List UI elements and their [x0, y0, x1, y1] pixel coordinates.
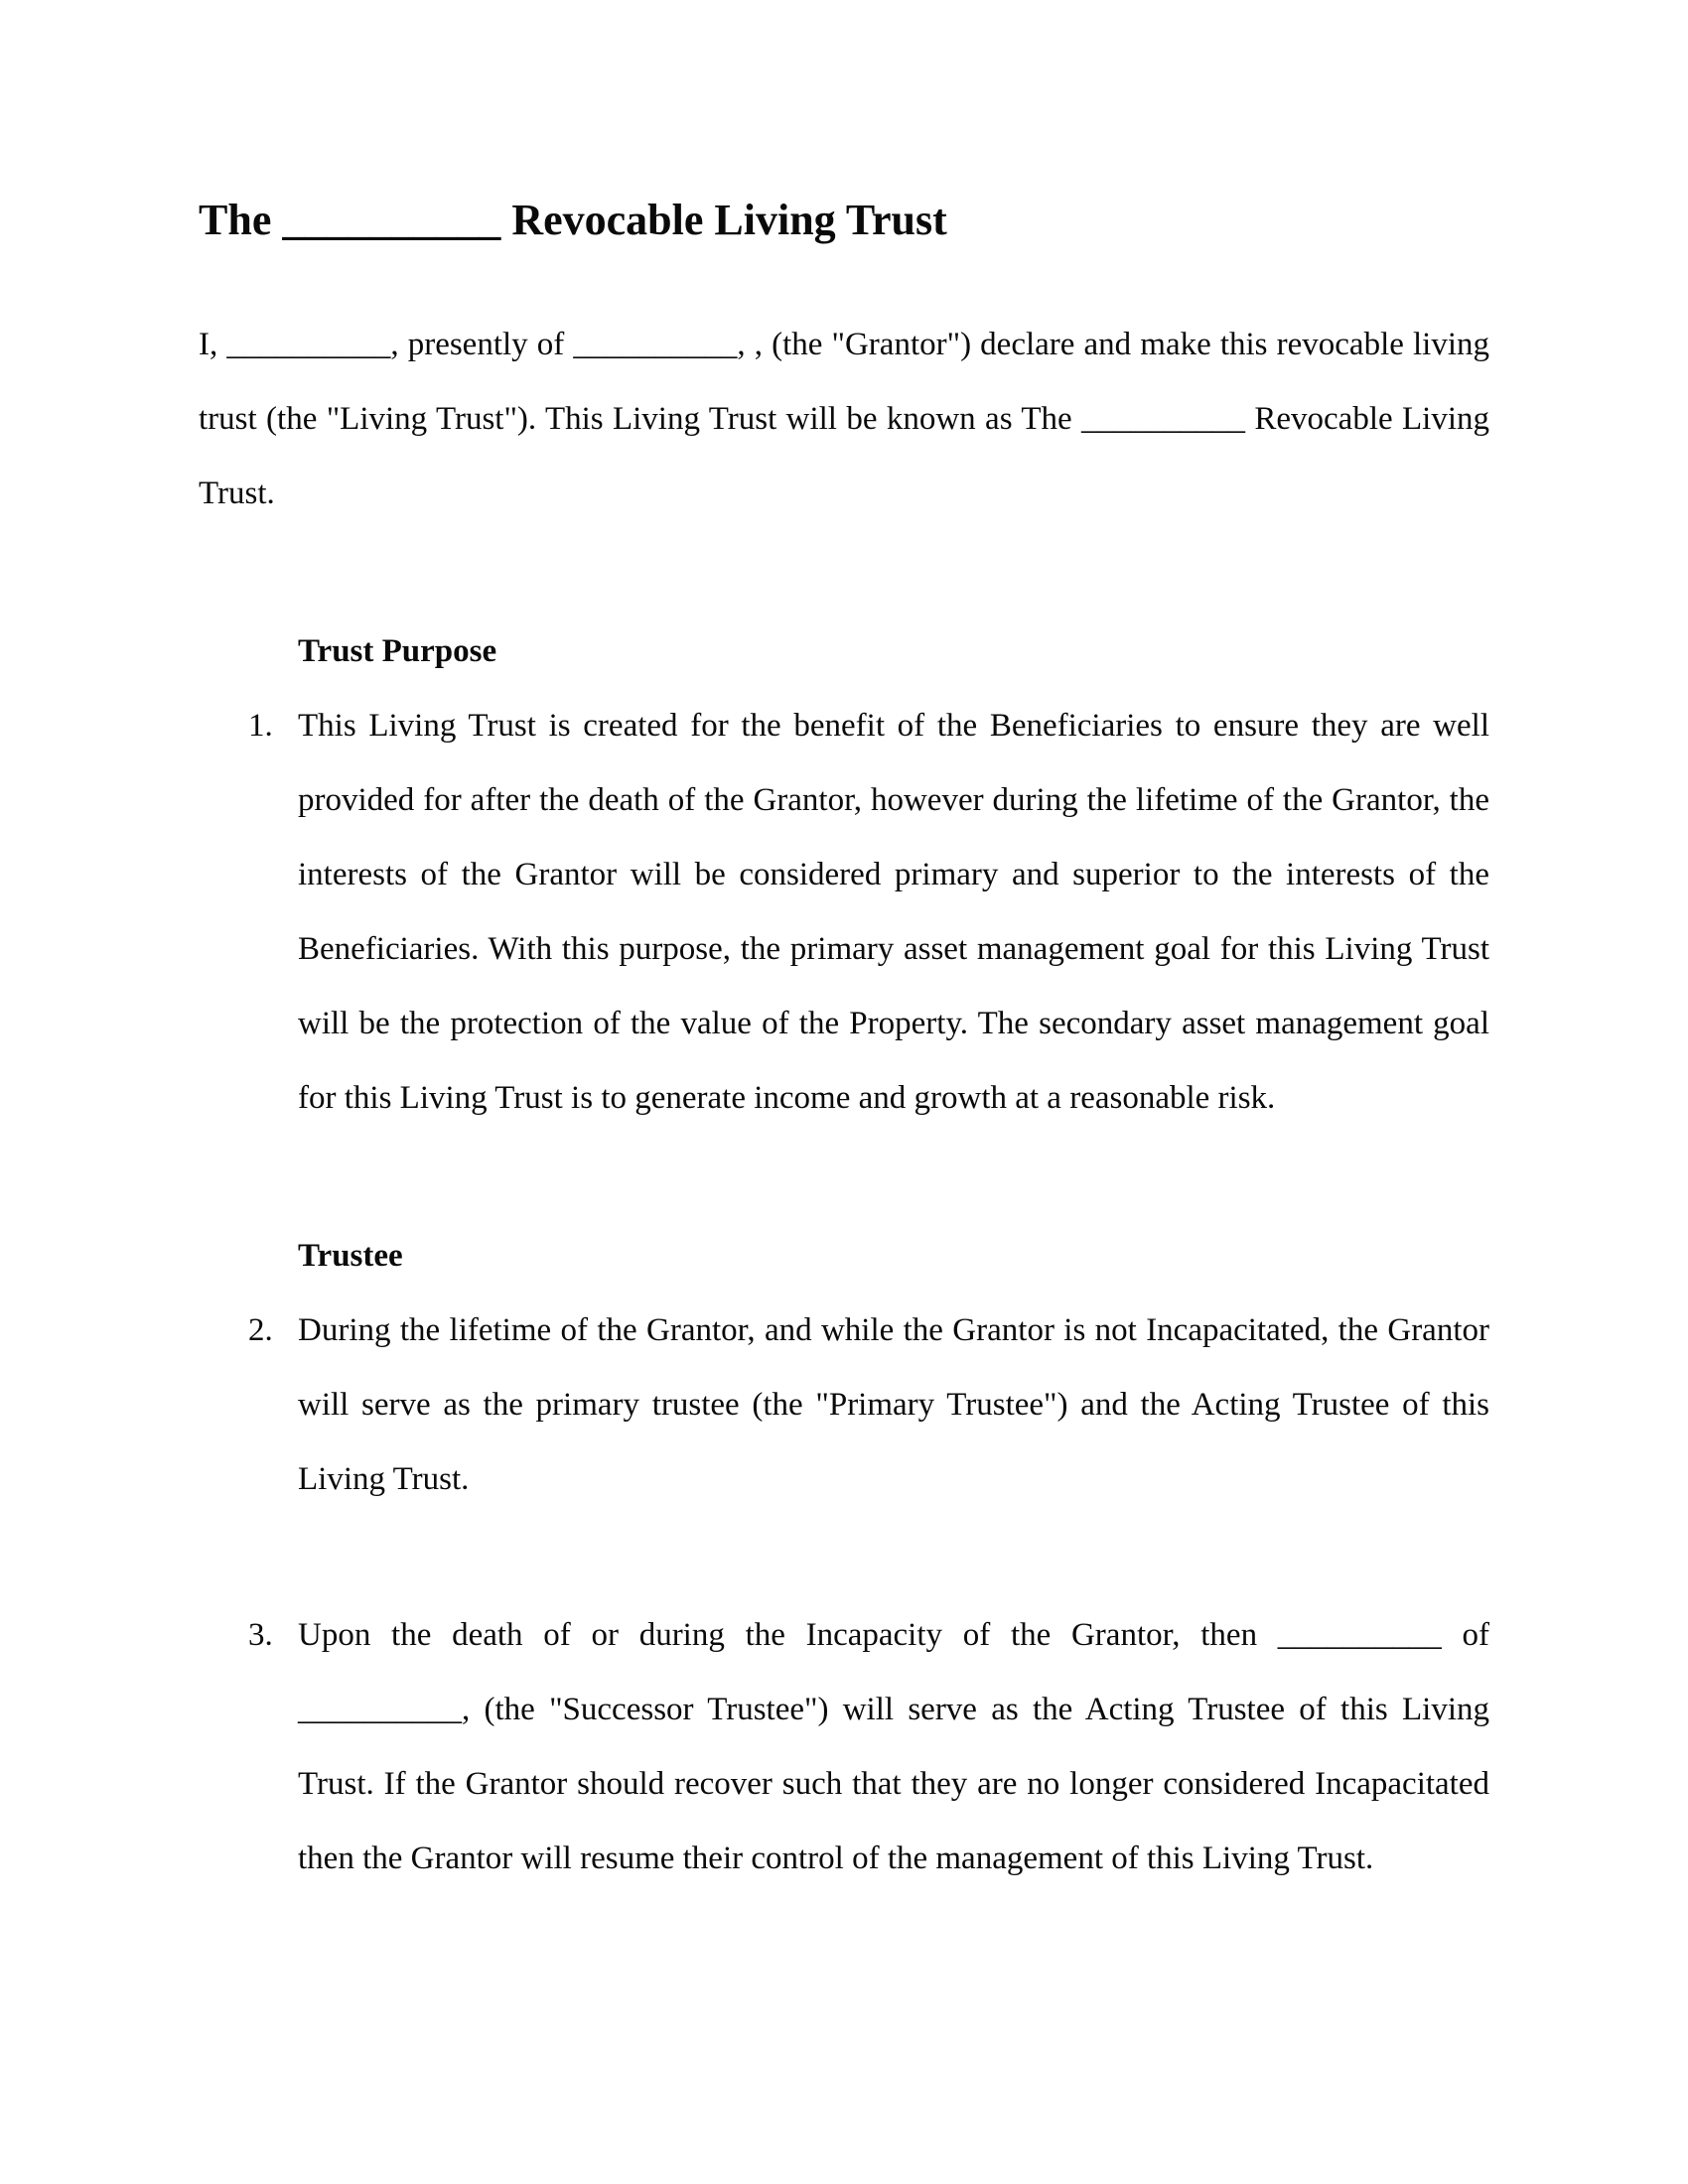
section-trustee	[199, 1219, 1489, 1896]
list-item-text: During the lifetime of the Grantor, and while the Grantor is not Incapacitated, the Grantor will serve as the primary trustee (the "Primary Trustee") and the Acting Trustee of this Living Trust.	[298, 1312, 1489, 1497]
list-item-number: 2.	[248, 1312, 273, 1348]
list-item-number: 1.	[248, 708, 273, 744]
section-trust-purpose	[199, 614, 1489, 1136]
section-heading-trustee: Trustee	[298, 1238, 403, 1274]
section-heading-trust-purpose: Trust Purpose	[298, 633, 497, 669]
list-item	[199, 1598, 1489, 1896]
list-item-text: This Living Trust is created for the benefit of the Beneficiaries to ensure they are well provided for after the death of the Grantor, however during the lifetime of the Grantor, the interests of the Grantor will be considered primary and superior to the interests of the Beneficiaries. With this purpose, the primary asset management goal for this Living Trust will be the protection of the value of the Property. The secondary asset management goal for this Living Trust is to generate income and growth at a reasonable risk.	[298, 708, 1489, 1116]
intro-paragraph: I, __________, presently of __________, , (the "Grantor") declare and make this revocable living trust (the "Living Trust"). This Living Trust will be known as The __________ Revocable Living Trust.	[199, 327, 1489, 511]
list-item-number: 3.	[248, 1617, 273, 1653]
list-item	[199, 1294, 1489, 1517]
list-item-text: Upon the death of or during the Incapacity of the Grantor, then __________ of __________, (the "Successor Trustee") will serve as the Acting Trustee of this Living Trust. If the Grantor should recover such that they are no longer considered Incapacitated then the Grantor will resume their control of the management of this Living Trust.	[298, 1617, 1489, 1876]
document-title: The __________ Revocable Living Trust	[199, 196, 947, 244]
list-item	[199, 689, 1489, 1136]
